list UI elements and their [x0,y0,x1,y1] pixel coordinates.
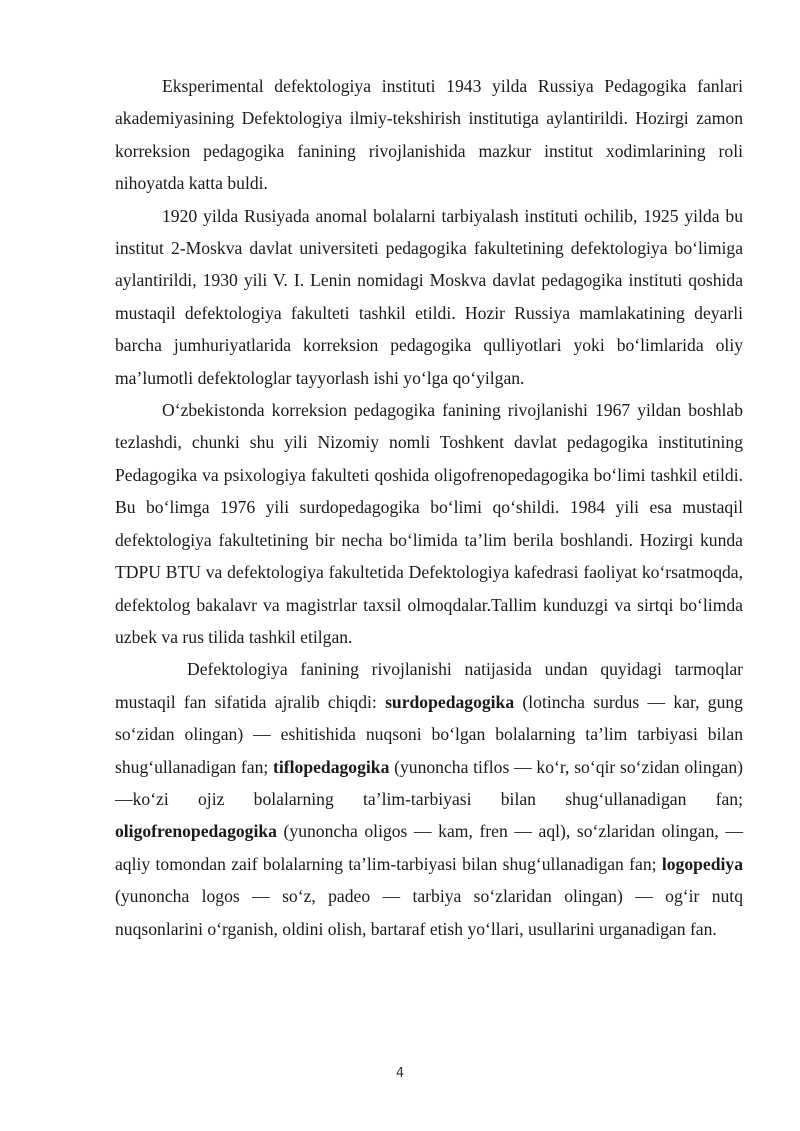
paragraph-branches [115,653,743,945]
term-surdopedagogika: surdopedagogika [385,691,515,712]
definition-surdopedagogika: (lotincha surdus — kar, gung so‘zidan olingan) — eshitishida nuqsoni bo‘lgan bolalarning ta’lim tarbiyasi bilan shug‘ullanadigan fan; [115,691,743,777]
paragraph-russia-history: 1920 yilda Rusiyada anomal bolalarni tarbiyalash instituti ochilib, 1925 yilda bu institut 2-Moskva davlat universiteti pedagogika fakultetining defektologiya bo‘limiga aylantirildi, 1930 yili V. I. Lenin nomidagi Moskva davlat pedagogika instituti qoshida mustaqil defektologiya fakulteti tashkil etildi. Hozir Russiya mamlakatining deyarli barcha jumhuriyatlarida korreksion pedagogika qulliyotlari yoki bo‘limlarida oliy ma’lumotli defektologlar tayyorlash ishi yo‘lga qo‘yilgan. [115,205,743,388]
term-tiflopedagogika: tiflopedagogika [273,756,390,777]
page-number: 4 [395,1066,405,1081]
paragraph-institute-history: Eksperimental defektologiya instituti 1943 yilda Russiya Pedagogika fanlari akademiyasining Defektologiya ilmiy-tekshirish institutiga aylantirildi. Hozirgi zamon korreksion pedagogika fanining rivojlanishida mazkur institut xodimlarining roli nihoyatda katta buldi. [115,76,743,194]
term-oligofrenopedagogika: oligofrenopedagogika [115,821,277,842]
branches-intro: Defektologiya fanining rivojlanishi natijasida undan quyidagi tarmoqlar mustaqil fan sifatida ajralib chiqdi: [115,659,743,712]
definition-tiflopedagogika: (yunoncha tiflos — ko‘r, so‘qir so‘zidan olingan) —ko‘zi ojiz bolalarning ta’lim-tarbiyasi bilan shug‘ullanadigan fan; [115,756,743,809]
definition-oligofrenopedagogika: (yunoncha oligos — kam, fren — aql), so‘zlaridan olingan, — aqliy tomondan zaif bolalarning ta’lim-tarbiyasi bilan shug‘ullanadigan fan; [115,821,743,874]
document-body [115,70,743,945]
definition-logopediya: (yunoncha logos — so‘z, padeo — tarbiya so‘zlaridan olingan) — og‘ir nutq nuqsonlarini o‘rganish, oldini olish, bartaraf etish yo‘llari, usullarini urganadigan fan. [115,886,743,939]
term-logopediya: logopediya [661,853,743,874]
paragraph-uzbekistan-history: O‘zbekistonda korreksion pedagogika fanining rivojlanishi 1967 yildan boshlab tezlashdi, chunki shu yili Nizomiy nomli Toshkent davlat pedagogika institutining Pedagogika va psixologiya fakulteti qoshida oligofrenopedagogika bo‘limi tashkil etildi. Bu bo‘limga 1976 yili surdopedagogika bo‘limi qo‘shildi. 1984 yili esa mustaqil defektologiya fakultetining bir necha bo‘limida ta’lim berila boshlandi. Hozirgi kunda TDPU BTU va defektologiya fakultetida Defektologiya kafedrasi faoliyat ko‘rsatmoqda, defektolog bakalavr va magistrlar taxsil olmoqdalar.Tallim kunduzgi va sirtqi bo‘limda uzbek va rus tilida tashkil etilgan. [115,400,743,647]
